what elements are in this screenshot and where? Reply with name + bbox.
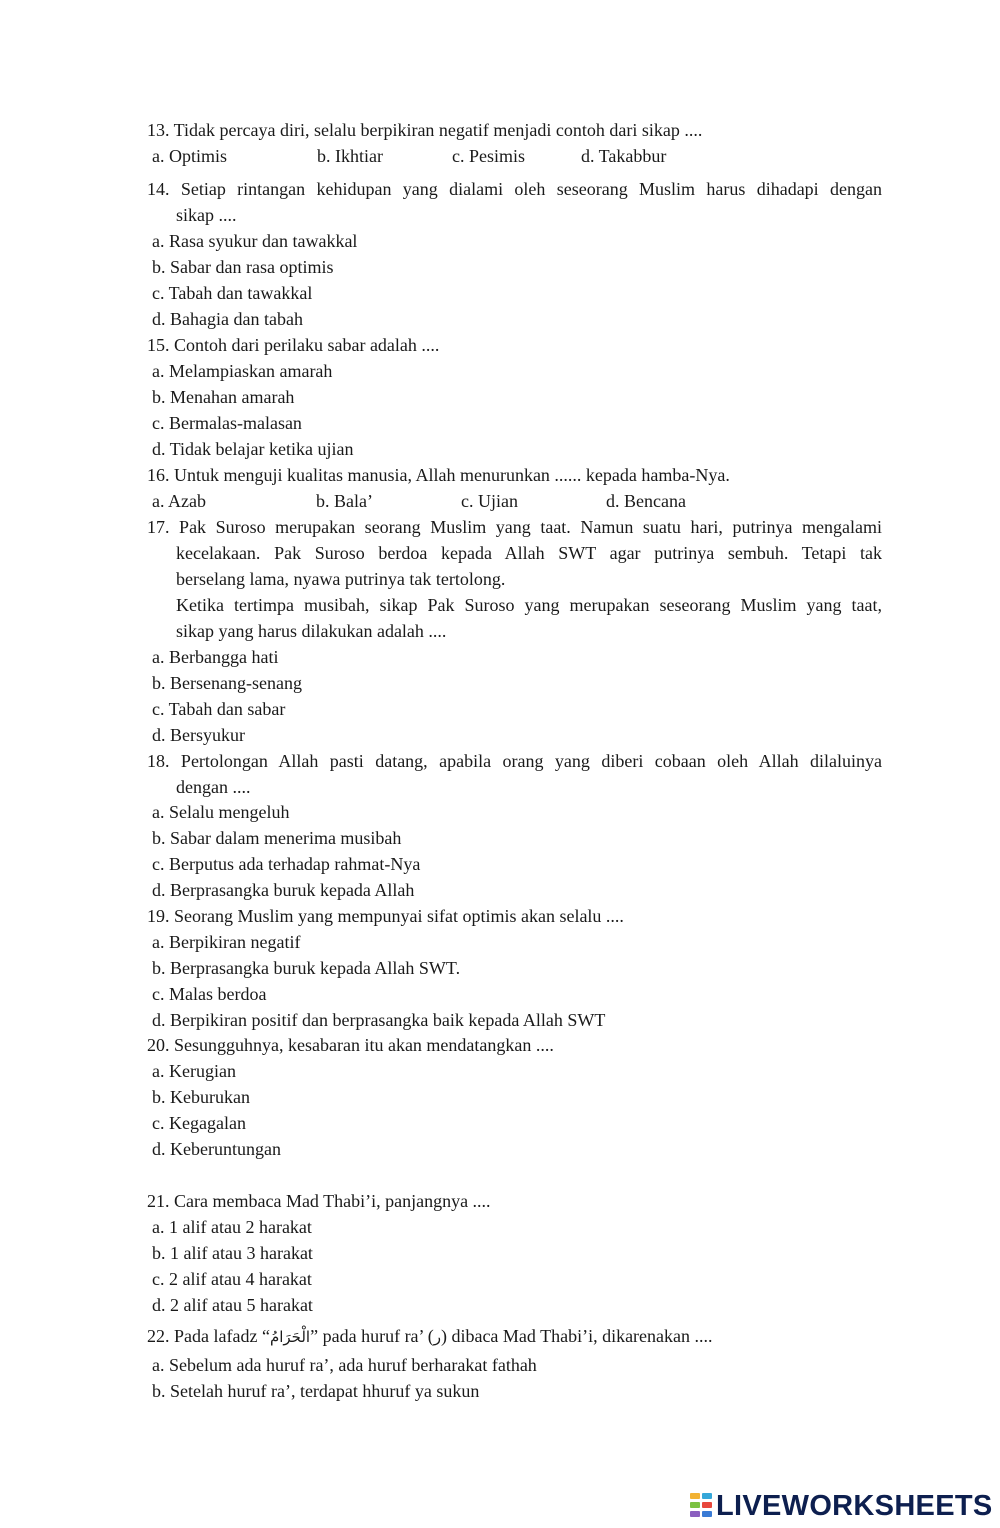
q18-option-b: b. Sabar dalam menerima musibah (152, 828, 402, 848)
q14-option-a: a. Rasa syukur dan tawakkal (152, 231, 358, 251)
logo-square-1 (690, 1493, 700, 1499)
q17-option-a: a. Berbangga hati (152, 647, 279, 667)
logo-square-2 (702, 1493, 712, 1499)
q17-question-line3: berselang lama, nyawa putrinya tak tertolong. (176, 569, 506, 589)
q16-option-d: d. Bencana (606, 491, 686, 511)
q20-option-a: a. Kerugian (152, 1061, 236, 1081)
q17-option-c: c. Tabah dan sabar (152, 699, 286, 719)
q22-option-b: b. Setelah huruf ra’, terdapat hhuruf ya sukun (152, 1381, 480, 1401)
q17-question-line1: 17. Pak Suroso merupakan seorang Muslim yang taat. Namun suatu hari, putrinya mengalami (147, 517, 882, 537)
q17-question-line5: sikap yang harus dilakukan adalah .... (176, 621, 447, 641)
q15-option-a: a. Melampiaskan amarah (152, 361, 333, 381)
logo-square-3 (690, 1502, 700, 1508)
q15-option-b: b. Menahan amarah (152, 387, 295, 407)
q16-option-b: b. Bala’ (316, 491, 373, 511)
q14-option-d: d. Bahagia dan tabah (152, 309, 303, 329)
q20-option-d: d. Keberuntungan (152, 1139, 281, 1159)
q20-question: 20. Sesungguhnya, kesabaran itu akan mendatangkan .... (147, 1035, 554, 1055)
q18-option-d: d. Berprasangka buruk kepada Allah (152, 880, 415, 900)
q21-question: 21. Cara membaca Mad Thabi’i, panjangnya .... (147, 1191, 491, 1211)
q20-option-c: c. Kegagalan (152, 1113, 246, 1133)
q18-option-c: c. Berputus ada terhadap rahmat-Nya (152, 854, 421, 874)
q21-option-a: a. 1 alif atau 2 harakat (152, 1217, 312, 1237)
q22-option-a: a. Sebelum ada huruf ra’, ada huruf berharakat fathah (152, 1355, 537, 1375)
q13-option-b: b. Ikhtiar (317, 146, 383, 166)
q22-question-prefix: 22. Pada lafadz “ (147, 1326, 270, 1346)
q20-option-b: b. Keburukan (152, 1087, 250, 1107)
q17-option-b: b. Bersenang-senang (152, 673, 302, 693)
logo-square-6 (702, 1511, 712, 1517)
q22-arabic-letter: ر (433, 1328, 441, 1346)
q21-option-d: d. 2 alif atau 5 harakat (152, 1295, 313, 1315)
q13-option-c: c. Pesimis (452, 146, 526, 166)
q18-question-line2: dengan .... (176, 777, 251, 797)
logo-square-4 (702, 1502, 712, 1508)
q16-question: 16. Untuk menguji kualitas manusia, Allah menurunkan ...... kepada hamba-Nya. (147, 465, 730, 485)
q16-option-a: a. Azab (152, 491, 206, 511)
q18-option-a: a. Selalu mengeluh (152, 802, 290, 822)
q19-option-c: c. Malas berdoa (152, 984, 267, 1004)
q15-option-d: d. Tidak belajar ketika ujian (152, 439, 354, 459)
q13-option-a: a. Optimis (152, 146, 227, 166)
q13-question: 13. Tidak percaya diri, selalu berpikiran negatif menjadi contoh dari sikap .... (147, 120, 703, 140)
q17-option-d: d. Bersyukur (152, 725, 245, 745)
q15-option-c: c. Bermalas-malasan (152, 413, 302, 433)
q21-option-b: b. 1 alif atau 3 harakat (152, 1243, 313, 1263)
liveworksheets-logo (690, 1486, 993, 1526)
q13-option-d: d. Takabbur (581, 146, 667, 166)
q17-question-line4: Ketika tertimpa musibah, sikap Pak Suroso yang merupakan seseorang Muslim yang taat, (176, 595, 882, 615)
q14-question-line2: sikap .... (176, 205, 237, 225)
q14-option-c: c. Tabah dan tawakkal (152, 283, 313, 303)
q22-question (147, 1324, 713, 1349)
q21-option-c: c. 2 alif atau 4 harakat (152, 1269, 312, 1289)
q19-option-a: a. Berpikiran negatif (152, 932, 301, 952)
q19-option-b: b. Berprasangka buruk kepada Allah SWT. (152, 958, 461, 978)
logo-square-5 (690, 1511, 700, 1517)
q15-question: 15. Contoh dari perilaku sabar adalah .... (147, 335, 440, 355)
q22-arabic-word: الْحَرَامُ (269, 1328, 311, 1346)
q14-option-b: b. Sabar dan rasa optimis (152, 257, 334, 277)
q16-option-c: c. Ujian (461, 491, 518, 511)
q19-question: 19. Seorang Muslim yang mempunyai sifat optimis akan selalu .... (147, 906, 624, 926)
q19-option-d: d. Berpikiran positif dan berprasangka baik kepada Allah SWT (152, 1010, 606, 1030)
liveworksheets-logo-icon (690, 1491, 714, 1521)
q18-question-line1: 18. Pertolongan Allah pasti datang, apabila orang yang diberi cobaan oleh Allah dilaluinya (147, 751, 882, 771)
liveworksheets-brand-text: LIVEWORKSHEETS (716, 1489, 993, 1522)
q22-question-middle: ” pada huruf ra’ ( (310, 1326, 434, 1346)
q14-question-line1: 14. Setiap rintangan kehidupan yang dialami oleh seseorang Muslim harus dihadapi dengan (147, 179, 882, 199)
q22-question-suffix: ) dibaca Mad Thabi’i, dikarenakan .... (440, 1326, 713, 1346)
q17-question-line2: kecelakaan. Pak Suroso berdoa kepada Allah SWT agar putrinya sembuh. Tetapi tak (176, 543, 882, 563)
